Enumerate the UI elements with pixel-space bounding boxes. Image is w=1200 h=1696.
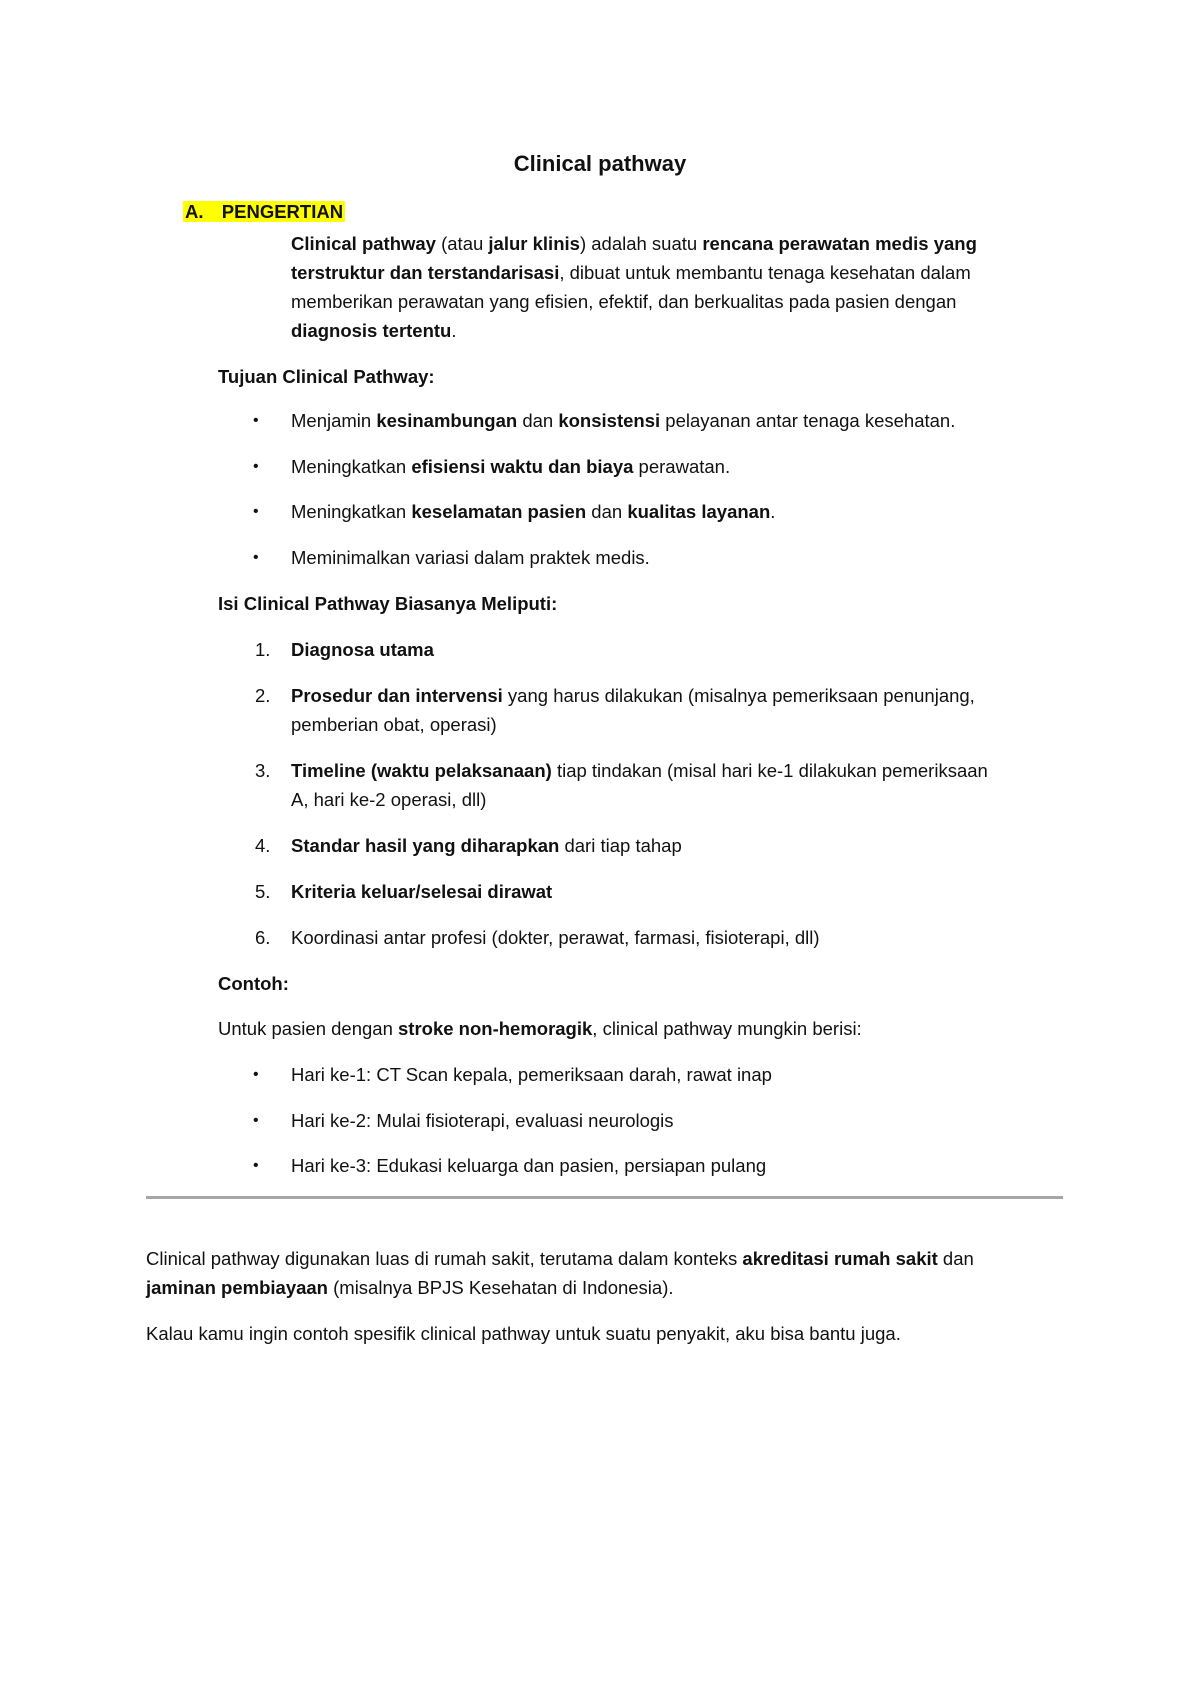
list-item-text: Meningkatkan bbox=[291, 456, 412, 477]
tujuan-item bbox=[291, 546, 650, 570]
section-a-heading bbox=[183, 200, 345, 224]
day-label: Hari ke-1: bbox=[291, 1064, 372, 1085]
isi-item bbox=[291, 759, 988, 783]
bullet-icon: • bbox=[253, 412, 259, 429]
list-number: 2. bbox=[255, 685, 271, 706]
definition-line-4 bbox=[291, 319, 457, 343]
list-number: 6. bbox=[255, 927, 271, 948]
isi-item bbox=[291, 880, 552, 904]
list-item-text: CT Scan kepala, pemeriksaan darah, rawat inap bbox=[371, 1064, 772, 1085]
definition-text: , dibuat untuk membantu tenaga kesehatan dalam bbox=[559, 262, 971, 283]
day-label: Hari ke-2: bbox=[291, 1110, 372, 1131]
bullet-icon: • bbox=[253, 1157, 259, 1174]
isi-heading: Isi Clinical Pathway Biasanya Meliputi: bbox=[218, 593, 558, 614]
section-a-marker: A. bbox=[185, 201, 204, 222]
isi-item bbox=[291, 834, 682, 858]
list-item-text: Edukasi keluarga dan pasien, persiapan pulang bbox=[371, 1155, 767, 1176]
tujuan-item bbox=[291, 409, 955, 433]
paragraph-text: , clinical pathway mungkin berisi: bbox=[592, 1018, 862, 1039]
contoh-intro bbox=[218, 1017, 862, 1041]
list-number: 1. bbox=[255, 639, 271, 660]
list-item-emphasis: efisiensi waktu dan biaya bbox=[411, 456, 634, 477]
list-item-emphasis: kualitas layanan bbox=[627, 501, 771, 522]
list-item-text: Koordinasi antar profesi (dokter, perawat, farmasi, fisioterapi, dll) bbox=[291, 927, 820, 948]
list-item-emphasis: Kriteria keluar/selesai dirawat bbox=[291, 881, 553, 902]
tujuan-heading: Tujuan Clinical Pathway: bbox=[218, 366, 435, 387]
bullet-icon: • bbox=[253, 458, 259, 475]
paragraph-emphasis: akreditasi rumah sakit bbox=[742, 1248, 938, 1269]
closing-line-2 bbox=[146, 1276, 674, 1300]
definition-text: . bbox=[451, 320, 457, 341]
contoh-heading: Contoh: bbox=[218, 973, 289, 994]
closing-paragraph-2: Kalau kamu ingin contoh spesifik clinical pathway untuk suatu penyakit, aku bisa bantu juga. bbox=[146, 1323, 901, 1344]
list-item-text: . bbox=[770, 501, 776, 522]
list-item-text: dan bbox=[517, 410, 559, 431]
definition-line-1 bbox=[291, 232, 977, 256]
isi-item-continuation: A, hari ke-2 operasi, dll) bbox=[291, 789, 487, 810]
section-a-title: PENGERTIAN bbox=[221, 201, 344, 222]
list-number: 4. bbox=[255, 835, 271, 856]
list-item-text: yang harus dilakukan (misalnya pemeriksaan penunjang, bbox=[502, 685, 975, 706]
contoh-item bbox=[291, 1154, 766, 1178]
paragraph-text: (misalnya BPJS Kesehatan di Indonesia). bbox=[327, 1277, 674, 1298]
definition-text: (atau bbox=[435, 233, 489, 254]
paragraph-emphasis: jaminan pembiayaan bbox=[146, 1277, 328, 1298]
tujuan-item bbox=[291, 500, 775, 524]
tujuan-item bbox=[291, 455, 730, 479]
isi-item bbox=[291, 926, 820, 950]
list-item-emphasis: konsistensi bbox=[558, 410, 661, 431]
definition-line-3 bbox=[291, 290, 956, 314]
list-item-text: tiap tindakan (misal hari ke-1 dilakukan pemeriksaan bbox=[551, 760, 988, 781]
list-item-text: dari tiap tahap bbox=[559, 835, 682, 856]
list-number: 5. bbox=[255, 881, 271, 902]
contoh-item bbox=[291, 1063, 772, 1087]
definition-term: jalur klinis bbox=[488, 233, 580, 254]
paragraph-emphasis: stroke non-hemoragik bbox=[398, 1018, 593, 1039]
section-a-gap bbox=[206, 201, 220, 222]
list-item-text: pelayanan antar tenaga kesehatan. bbox=[660, 410, 956, 431]
list-item-text: Meningkatkan bbox=[291, 501, 412, 522]
bullet-icon: • bbox=[253, 503, 259, 520]
day-label: Hari ke-3: bbox=[291, 1155, 372, 1176]
list-item-emphasis: Timeline (waktu pelaksanaan) bbox=[291, 760, 552, 781]
list-item-text: perawatan. bbox=[633, 456, 731, 477]
definition-term: Clinical pathway bbox=[291, 233, 436, 254]
list-item-emphasis: kesinambungan bbox=[376, 410, 518, 431]
isi-item bbox=[291, 684, 975, 708]
definition-term: rencana perawatan medis yang bbox=[702, 233, 977, 254]
isi-item bbox=[291, 638, 434, 662]
paragraph-text: Untuk pasien dengan bbox=[218, 1018, 398, 1039]
document-title: Clinical pathway bbox=[513, 151, 687, 176]
definition-term: terstruktur dan terstandarisasi bbox=[291, 262, 560, 283]
list-item-text: Menjamin bbox=[291, 410, 377, 431]
list-item-emphasis: keselamatan pasien bbox=[411, 501, 587, 522]
list-item-emphasis: Standar hasil yang diharapkan bbox=[291, 835, 560, 856]
list-item-text: Mulai fisioterapi, evaluasi neurologis bbox=[371, 1110, 674, 1131]
list-item-emphasis: Prosedur dan intervensi bbox=[291, 685, 503, 706]
bullet-icon: • bbox=[253, 1066, 259, 1083]
closing-line-1 bbox=[146, 1247, 974, 1271]
horizontal-divider bbox=[146, 1196, 1063, 1199]
definition-text: ) adalah suatu bbox=[579, 233, 703, 254]
isi-item-continuation: pemberian obat, operasi) bbox=[291, 714, 497, 735]
definition-line-2 bbox=[291, 261, 971, 285]
bullet-icon: • bbox=[253, 549, 259, 566]
paragraph-text: dan bbox=[937, 1248, 974, 1269]
list-item-text: Meminimalkan variasi dalam praktek medis. bbox=[291, 547, 650, 568]
list-item-text: dan bbox=[586, 501, 628, 522]
paragraph-text: Clinical pathway digunakan luas di rumah sakit, terutama dalam konteks bbox=[146, 1248, 743, 1269]
list-number: 3. bbox=[255, 760, 271, 781]
definition-term: diagnosis tertentu bbox=[291, 320, 452, 341]
list-item-emphasis: Diagnosa utama bbox=[291, 639, 434, 660]
contoh-item bbox=[291, 1109, 674, 1133]
bullet-icon: • bbox=[253, 1112, 259, 1129]
definition-text: memberikan perawatan yang efisien, efektif, dan berkualitas pada pasien dengan bbox=[291, 291, 957, 312]
